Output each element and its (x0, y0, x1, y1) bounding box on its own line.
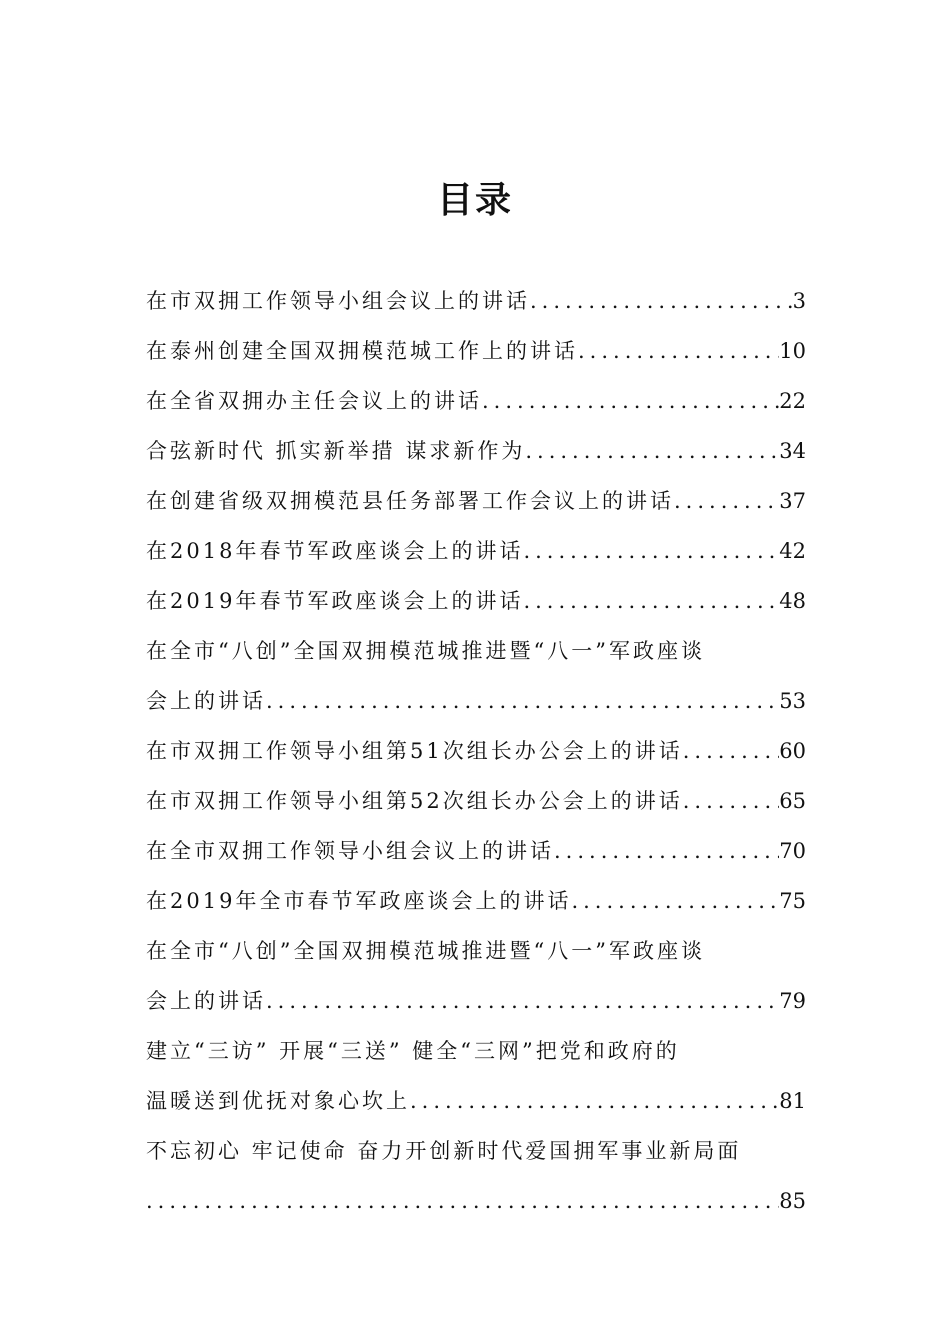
toc-leader-dots (523, 576, 779, 626)
toc-leader-dots (523, 526, 779, 576)
toc-entry-first-line[interactable]: 建立“三访” 开展“三送” 健全“三网”把党和政府的 (146, 1039, 680, 1063)
toc-entry[interactable] (146, 1076, 806, 1126)
toc-entry-page: 10 (779, 339, 806, 363)
toc-entry-page: 75 (779, 889, 806, 913)
toc-entry-page: 85 (779, 1189, 806, 1213)
toc-leader-dots (578, 326, 779, 376)
toc-entry[interactable] (146, 376, 806, 426)
table-of-contents (146, 276, 806, 1226)
toc-entry-title: 会上的讲话 (146, 989, 266, 1013)
toc-entry[interactable] (146, 276, 806, 326)
toc-entry-page: 81 (779, 1089, 806, 1113)
toc-entry-page: 42 (779, 539, 806, 563)
toc-entry[interactable] (146, 976, 806, 1026)
toc-entry-title: 温暖送到优抚对象心坎上 (146, 1089, 410, 1113)
toc-entry[interactable] (146, 526, 806, 576)
toc-entry[interactable] (146, 476, 806, 526)
toc-leader-dots (683, 776, 780, 826)
toc-entry[interactable] (146, 726, 806, 776)
toc-entry-title: 在市双拥工作领导小组第51次组长办公会上的讲话 (146, 739, 683, 763)
toc-leader-dots (554, 826, 779, 876)
toc-entry-page: 60 (779, 739, 806, 763)
toc-entry[interactable] (146, 826, 806, 876)
toc-leader-dots (674, 476, 779, 526)
toc-leader-dots (683, 726, 780, 776)
toc-entry-page: 3 (792, 289, 806, 313)
toc-entry[interactable] (146, 776, 806, 826)
toc-entry-title: 在2019年全市春节军政座谈会上的讲话 (146, 889, 572, 913)
toc-entry-title: 在泰州创建全国双拥模范城工作上的讲话 (146, 339, 578, 363)
toc-entry[interactable] (146, 676, 806, 726)
toc-entry-title: 在市双拥工作领导小组会议上的讲话 (146, 289, 530, 313)
toc-entry-title: 在2019年春节军政座谈会上的讲话 (146, 589, 524, 613)
toc-entry-page: 34 (779, 439, 806, 463)
toc-entry-title: 会上的讲话 (146, 689, 266, 713)
toc-entry-title: 在全省双拥办主任会议上的讲话 (146, 389, 482, 413)
toc-entry-page: 65 (779, 789, 806, 813)
toc-leader-dots (266, 676, 779, 726)
toc-leader-dots (266, 976, 779, 1026)
toc-entry-page: 22 (779, 389, 806, 413)
toc-entry-page: 53 (779, 689, 806, 713)
toc-entry-title: 在市双拥工作领导小组第52次组长办公会上的讲话 (146, 789, 683, 813)
toc-entry-page: 70 (779, 839, 806, 863)
toc-entry-title: 在2018年春节军政座谈会上的讲话 (146, 539, 524, 563)
toc-entry-page: 48 (779, 589, 806, 613)
toc-entry[interactable] (146, 426, 806, 476)
toc-entry-title: 在全市双拥工作领导小组会议上的讲话 (146, 839, 554, 863)
toc-leader-dots (571, 876, 779, 926)
toc-entry[interactable] (146, 576, 806, 626)
toc-leader-dots (410, 1076, 779, 1126)
toc-entry-first-line[interactable]: 在全市“八创”全国双拥模范城推进暨“八一”军政座谈 (146, 639, 705, 663)
toc-leader-dots (530, 276, 793, 326)
toc-entry[interactable] (146, 1176, 806, 1226)
toc-entry-page: 79 (779, 989, 806, 1013)
toc-leader-dots (482, 376, 779, 426)
toc-entry-first-line[interactable]: 在全市“八创”全国双拥模范城推进暨“八一”军政座谈 (146, 939, 705, 963)
page-title: 目录 (436, 180, 513, 221)
toc-entry-first-line[interactable]: 不忘初心 牢记使命 奋力开创新时代爱国拥军事业新局面 (146, 1139, 742, 1163)
toc-entry[interactable] (146, 326, 806, 376)
toc-entry-title: 在创建省级双拥模范县任务部署工作会议上的讲话 (146, 489, 674, 513)
toc-entry[interactable] (146, 876, 806, 926)
toc-leader-dots (146, 1176, 779, 1226)
toc-entry-page: 37 (779, 489, 806, 513)
toc-entry-title: 合弦新时代 抓实新举措 谋求新作为 (146, 439, 526, 463)
toc-leader-dots (525, 426, 779, 476)
